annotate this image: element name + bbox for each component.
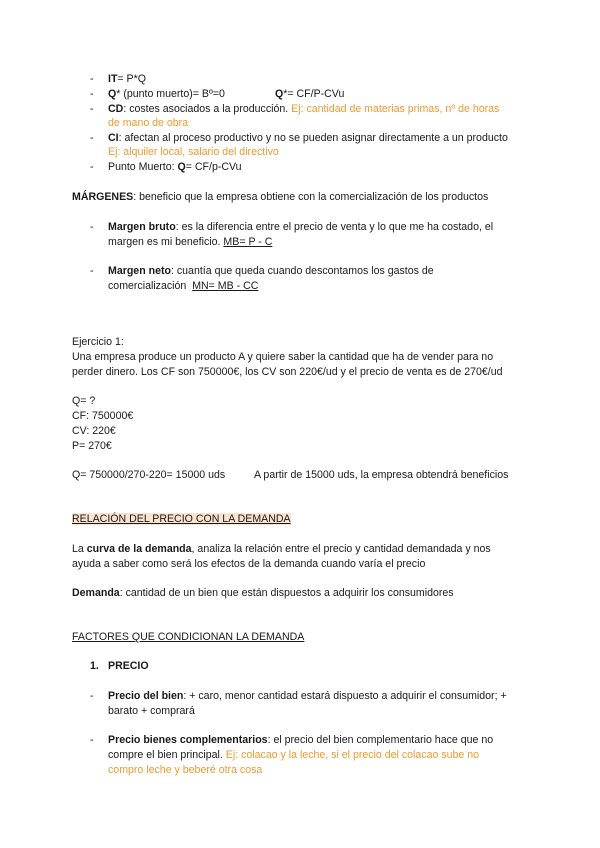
definition-cd-text: : costes asociados a la producción. <box>123 103 292 115</box>
margen-neto-text-2: comercialización <box>108 280 193 292</box>
bullet-dash: - <box>90 103 94 115</box>
margenes-heading <box>72 190 488 204</box>
ejercicio-result: Q= 750000/270-220= 15000 uds <box>72 469 226 481</box>
demanda-definition <box>72 586 454 600</box>
term-it: IT <box>108 73 118 85</box>
precio-bien <box>108 689 507 703</box>
example-complementarios-cont: compro leche y beberé otra cosa <box>108 764 263 776</box>
formula-q-star-text: *= CF/P-CVu <box>283 88 345 100</box>
ejercicio-p: P= 270€ <box>72 440 112 452</box>
ejercicio-cf: CF: 750000€ <box>72 410 134 422</box>
margen-bruto-cont <box>108 235 272 249</box>
formula-q-text: * (punto muerto)= Bº=0 <box>116 88 225 100</box>
margenes-title: MÁRGENES <box>72 191 134 203</box>
precio-complementarios-cont <box>108 748 479 762</box>
precio-number <box>90 659 99 673</box>
bullet-dash: - <box>90 73 94 85</box>
formula-mb: MB= P - C <box>223 236 273 248</box>
margen-neto <box>108 264 434 278</box>
term-margen-neto: Margen neto <box>108 265 171 277</box>
formula-mn: MN= MB - CC <box>192 280 259 292</box>
relacion-heading: RELACIÓN DEL PRECIO CON LA DEMANDA <box>72 513 291 525</box>
section-title-relacion <box>72 512 291 526</box>
term-precio-bien: Precio del bien <box>108 690 184 702</box>
term-q-star: Q <box>275 88 284 100</box>
bullet-dash: - <box>90 132 94 144</box>
ejercicio-line-2: perder dinero. Los CF son 750000€, los CV son 220€/ud y el precio de venta es de 270€/ud <box>72 366 503 378</box>
curva-pre: La <box>72 543 87 555</box>
ejercicio-conclusion: A partir de 15000 uds, la empresa obtendrá beneficios <box>254 469 509 481</box>
complementarios-text: : el precio del bien complementario hace que no <box>267 734 494 746</box>
term-curva-demanda: curva de la demanda <box>86 543 192 555</box>
term-q: Q <box>108 88 117 100</box>
example-cd: Ej: cantidad de materias primas, nº de horas <box>291 103 500 115</box>
margen-bruto-text-2: margen es mi beneficio. <box>108 236 224 248</box>
definition-cd <box>108 102 499 116</box>
ejercicio-q: Q= ? <box>72 395 96 407</box>
demanda-text: : cantidad de un bien que están dispuestos a adquirir los consumidores <box>119 587 454 599</box>
term-cd: CD <box>108 103 124 115</box>
precio-bien-cont: barato + comprará <box>108 705 195 717</box>
factores-heading: FACTORES QUE CONDICIONAN LA DEMANDA <box>72 631 305 643</box>
definition-ci-text: : afectan al proceso productivo y no se pueden asignar directamente a un producto <box>118 132 508 144</box>
term-ci: CI <box>108 132 119 144</box>
bullet-dash: - <box>90 221 94 233</box>
bullet-dash: - <box>90 88 94 100</box>
precio-bien-text: : + caro, menor cantidad estará dispuesto a adquirir el consumidor; + <box>183 690 507 702</box>
example-cd-cont: de mano de obra <box>108 117 189 129</box>
precio-title <box>108 659 149 673</box>
curva-demanda <box>72 542 491 556</box>
punto-muerto-label: Punto Muerto: <box>108 161 178 173</box>
margenes-desc: : beneficio que la empresa obtiene con la comercialización de los productos <box>133 191 489 203</box>
section-title-factores <box>72 630 304 644</box>
complementarios-text-2: compre el bien principal. <box>108 749 226 761</box>
curva-demanda-cont: ayuda a saber como será los efectos de la demanda cuando varía el precio <box>72 558 426 570</box>
margen-neto-text: : cuantía que queda cuando descontamos los gastos de <box>170 265 434 277</box>
term-margen-bruto: Margen bruto <box>108 221 176 233</box>
example-ci: Ej: alquiler local, salario del directivo <box>108 146 279 158</box>
margen-neto-cont <box>108 279 258 293</box>
term-demanda: Demanda <box>72 587 120 599</box>
margen-bruto-text: : es la diferencia entre el precio de venta y lo que me ha costado, el <box>175 221 494 233</box>
formula-punto-muerto <box>108 160 242 174</box>
formula-pm-text: = CF/p-CVu <box>185 161 242 173</box>
precio-heading: PRECIO <box>108 660 149 672</box>
bullet-dash: - <box>90 734 94 746</box>
formula-it-text: = P*Q <box>117 73 146 85</box>
ejercicio-cv: CV: 220€ <box>72 425 116 437</box>
term-q-pm: Q <box>177 161 186 173</box>
bullet-dash: - <box>90 690 94 702</box>
definition-ci <box>108 131 508 145</box>
term-bienes-complementarios: Precio bienes complementarios <box>108 734 268 746</box>
example-complementarios: Ej: colacao y la leche, si el precio del colacao sube no <box>225 749 480 761</box>
bullet-dash: - <box>90 161 94 173</box>
bullet-dash: - <box>90 265 94 277</box>
curva-text: , analiza la relación entre el precio y cantidad demandada y nos <box>191 543 491 555</box>
margen-bruto <box>108 220 493 234</box>
formula-q-star <box>275 87 344 101</box>
ejercicio-title: Ejercicio 1: <box>72 336 124 348</box>
formula-it <box>108 72 146 86</box>
ejercicio-line-1: Una empresa produce un producto A y quiere saber la cantidad que ha de vender para no <box>72 351 494 363</box>
formula-q-punto-muerto <box>108 87 225 101</box>
precio-complementarios <box>108 733 493 747</box>
list-number: 1. <box>90 660 99 672</box>
